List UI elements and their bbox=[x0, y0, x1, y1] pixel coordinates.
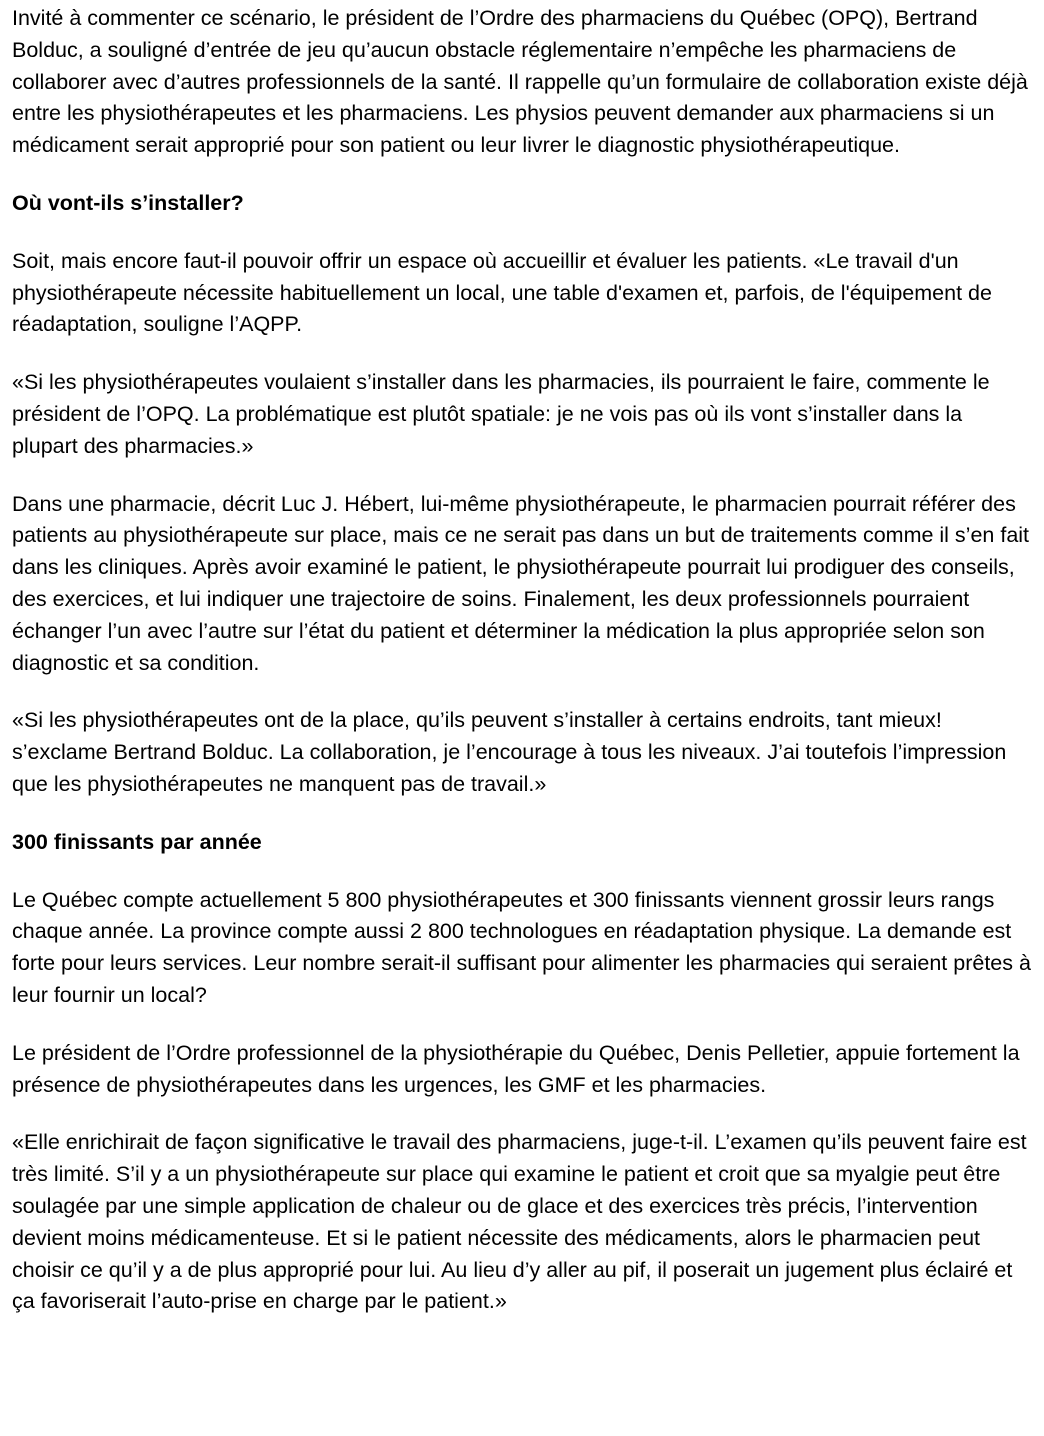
paragraph-luc-hebert: Dans une pharmacie, décrit Luc J. Hébert, lui-même physiothérapeute, le pharmacien pourrait référer des patients au physiothérapeute sur place, mais ce ne serait pas dans un but de traitements comme il s’en fait dans les cliniques. Après avoir examiné le patient, le physiothérapeute pourrait lui prodiguer des conseils, des exercices, et lui indiquer une trajectoire de soins. Finalement, les deux professionnels pourraient échanger l’un avec l’autre sur l’état du patient et déterminer la médication la plus appropriée selon son diagnostic et sa condition. bbox=[12, 491, 1030, 675]
section-heading-graduates: 300 finissants par année bbox=[12, 829, 262, 854]
paragraph-opq-scenario: Invité à commenter ce scénario, le président de l’Ordre des pharmaciens du Québec (OPQ), Bertrand Bolduc, a souligné d’entrée de jeu qu’aucun obstacle réglementaire n’empêche les pharmaciens de collaborer avec d’autres professionnels de la santé. Il rappelle qu’un formulaire de collaboration existe déjà entre les physiothérapeutes et les pharmaciens. Les physios peuvent demander aux pharmaciens si un médicament serait approprié pour son patient ou leur livrer le diagnostic physiothérapeutique. bbox=[12, 6, 1028, 158]
paragraph-pelletier-support: Le président de l’Ordre professionnel de la physiothérapie du Québec, Denis Pelletier, appuie fortement la présence de physiothérapeutes dans les urgences, les GMF et les pharmacies. bbox=[12, 1040, 1020, 1097]
paragraph-opq-quote-spatial: «Si les physiothérapeutes voulaient s’installer dans les pharmacies, ils pourraient le faire, commente le président de l’OPQ. La problématique est plutôt spatiale: je ne vois pas où ils vont s’installer dans la plupart des pharmacies.» bbox=[12, 370, 990, 458]
paragraph-bolduc-quote-collaboration: «Si les physiothérapeutes ont de la place, qu’ils peuvent s’installer à certains endroits, tant mieux! s’exclame Bertrand Bolduc. La collaboration, je l’encourage à tous les niveaux. J’ai toutefois l’impression que les physiothérapeutes ne manquent pas de travail.» bbox=[12, 708, 1007, 796]
paragraph-space-requirement: Soit, mais encore faut-il pouvoir offrir un espace où accueillir et évaluer les patients. «Le travail d'un physiothérapeute nécessite habituellement un local, une table d'examen et, parfois, de l'équipement de réadaptation, souligne l’AQPP. bbox=[12, 248, 992, 337]
paragraph-quebec-numbers: Le Québec compte actuellement 5 800 physiothérapeutes et 300 finissants viennent grossir leurs rangs chaque année. La province compte aussi 2 800 technologues en réadaptation physique. La demande est forte pour leurs services. Leur nombre serait-il suffisant pour alimenter les pharmacies qui seraient prêtes à leur fournir un local? bbox=[12, 887, 1031, 1007]
paragraph-pelletier-quote: «Elle enrichirait de façon significative le travail des pharmaciens, juge-t-il. L’examen qu’ils peuvent faire est très limité. S’il y a un physiothérapeute sur place qui examine le patient et croit que sa myalgie peut être soulagée par une simple application de chaleur ou de glace et des exercices très précis, l’intervention devient moins médicamenteuse. Et si le patient nécessite des médicaments, alors le pharmacien peut choisir ce qu’il y a de plus approprié pour lui. Au lieu d’y aller au pif, il poserait un jugement plus éclairé et ça favoriserait l’auto-prise en charge par le patient.» bbox=[12, 1130, 1027, 1314]
section-heading-installation: Où vont-ils s’installer? bbox=[12, 190, 244, 215]
